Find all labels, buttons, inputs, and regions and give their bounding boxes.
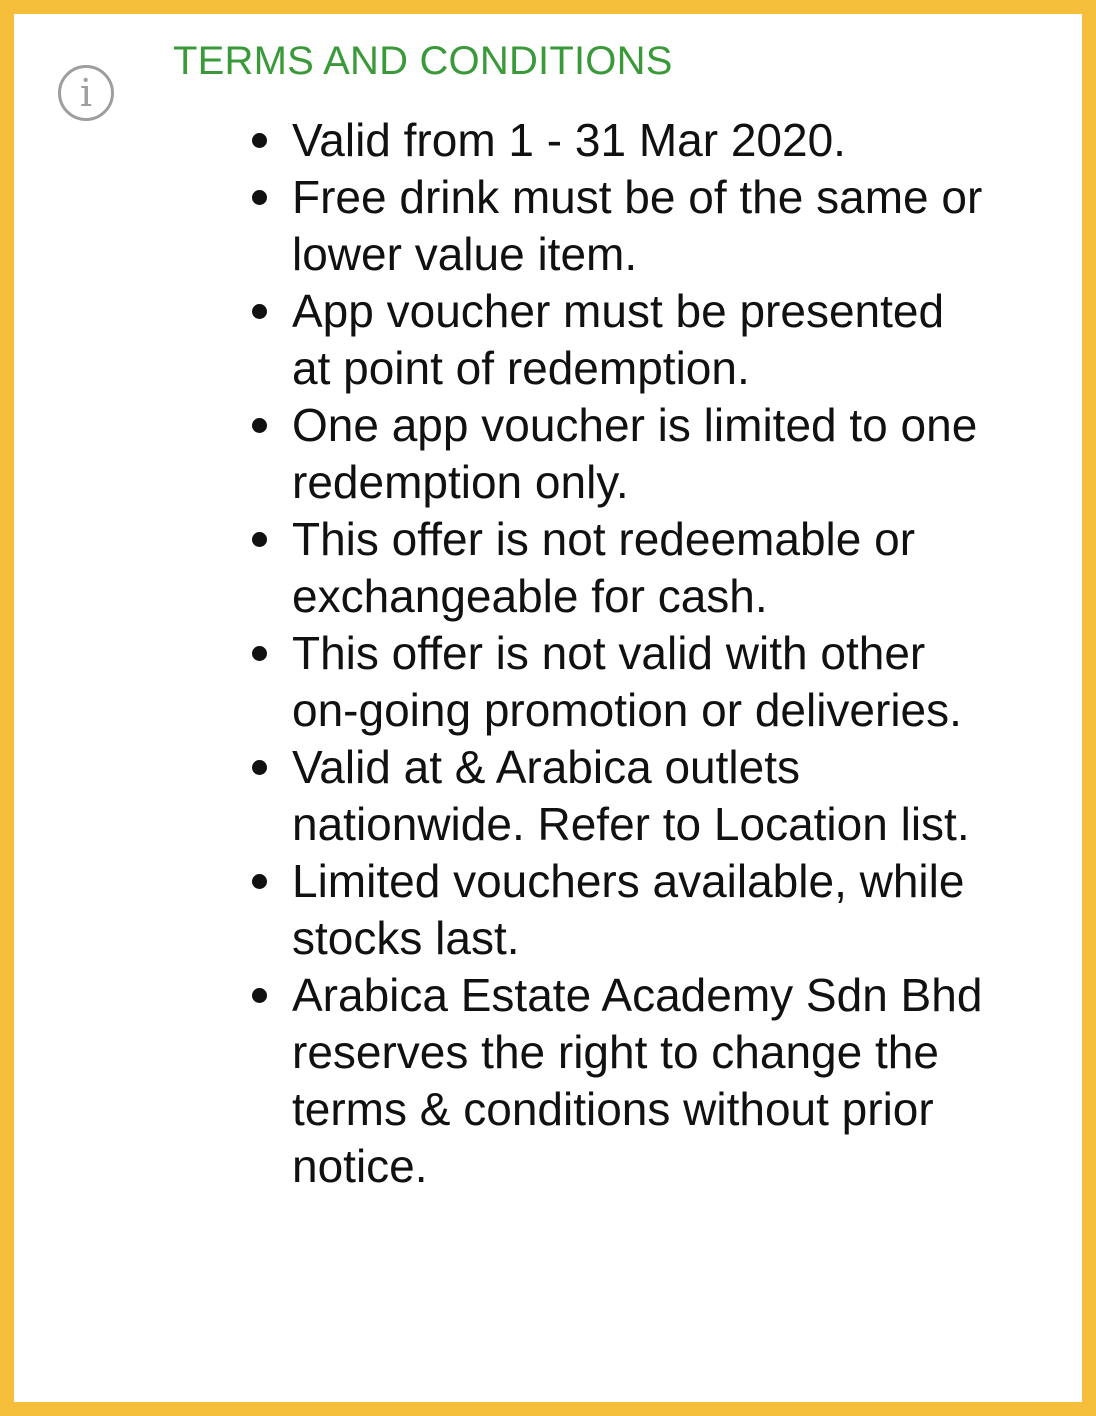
term-text: This offer is not valid with other on-going promotion or deliveries.	[292, 627, 962, 736]
bullet-icon	[252, 760, 267, 775]
bullet-icon	[252, 988, 267, 1003]
terms-list-item	[292, 625, 992, 739]
term-text: Free drink must be of the same or lower value item.	[292, 171, 983, 280]
bullet-icon	[252, 190, 267, 205]
info-icon	[58, 65, 114, 121]
terms-list-item	[292, 511, 992, 625]
terms-panel	[14, 14, 1082, 1402]
term-text: Valid at & Arabica outlets nationwide. Refer to Location list.	[292, 741, 970, 850]
bullet-icon	[252, 133, 267, 148]
terms-title: TERMS AND CONDITIONS	[173, 39, 673, 83]
term-text: Limited vouchers available, while stocks last.	[292, 855, 965, 964]
info-icon-glyph: i	[79, 71, 93, 115]
term-text: App voucher must be presented at point of redemption.	[292, 285, 945, 394]
bullet-icon	[252, 646, 267, 661]
terms-list-item	[292, 739, 992, 853]
term-text: This offer is not redeemable or exchangeable for cash.	[292, 513, 916, 622]
bullet-icon	[252, 532, 267, 547]
bullet-icon	[252, 874, 267, 889]
term-text: Valid from 1 - 31 Mar 2020.	[292, 114, 846, 166]
bullet-icon	[252, 418, 267, 433]
terms-list-item	[292, 853, 992, 967]
terms-list	[292, 112, 992, 1195]
terms-list-item	[292, 967, 992, 1195]
term-text: One app voucher is limited to one redemption only.	[292, 399, 978, 508]
terms-list-item	[292, 112, 992, 169]
terms-list-item	[292, 397, 992, 511]
terms-list-item	[292, 283, 992, 397]
term-text: Arabica Estate Academy Sdn Bhd reserves the right to change the terms & conditions without prior notice.	[292, 969, 983, 1192]
terms-list-item	[292, 169, 992, 283]
bullet-icon	[252, 304, 267, 319]
